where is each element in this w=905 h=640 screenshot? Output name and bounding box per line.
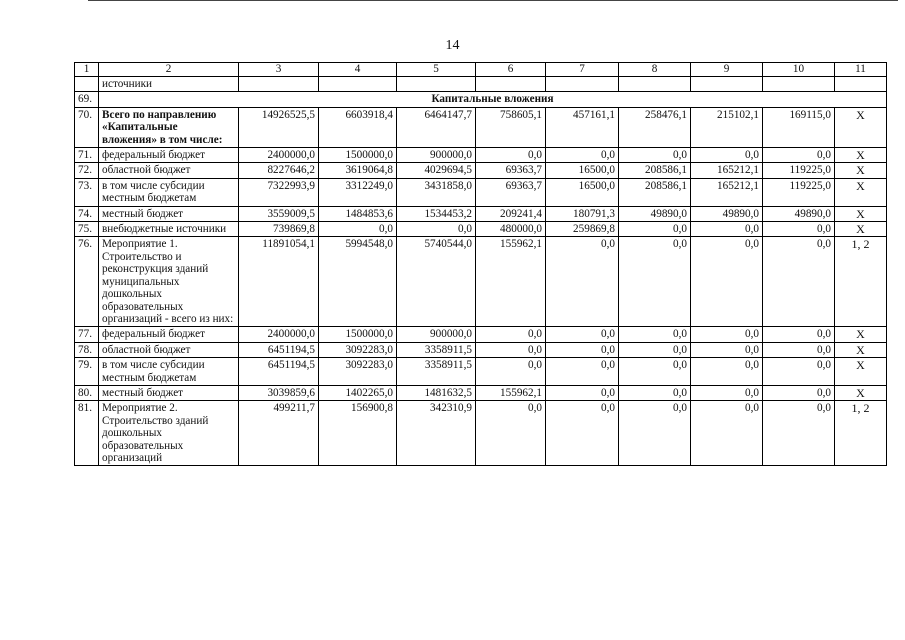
value-cell: 6464147,7 [397, 107, 476, 147]
table-row [75, 178, 887, 206]
ref-cell: X [835, 148, 887, 163]
ref-cell: X [835, 327, 887, 342]
ref-cell: X [835, 342, 887, 357]
value-cell: 0,0 [546, 358, 619, 386]
value-cell: 342310,9 [397, 401, 476, 466]
value-cell: 4029694,5 [397, 163, 476, 178]
ref-cell: 1, 2 [835, 237, 887, 327]
value-cell [619, 77, 691, 92]
row-number: 75. [75, 222, 99, 237]
value-cell: 0,0 [546, 401, 619, 466]
value-cell: 215102,1 [691, 107, 763, 147]
value-cell: 0,0 [763, 342, 835, 357]
row-name: источники [99, 77, 239, 92]
value-cell: 0,0 [763, 237, 835, 327]
value-cell: 155962,1 [476, 237, 546, 327]
value-cell: 165212,1 [691, 163, 763, 178]
header-cell: 1 [75, 63, 99, 77]
value-cell: 209241,4 [476, 206, 546, 221]
row-number [75, 77, 99, 92]
value-cell: 180791,3 [546, 206, 619, 221]
row-name: федеральный бюджет [99, 148, 239, 163]
row-number: 74. [75, 206, 99, 221]
row-number: 69. [75, 92, 99, 107]
value-cell: 16500,0 [546, 163, 619, 178]
row-name: местный бюджет [99, 206, 239, 221]
header-cell: 8 [619, 63, 691, 77]
value-cell: 258476,1 [619, 107, 691, 147]
value-cell: 900000,0 [397, 148, 476, 163]
value-cell: 1500000,0 [319, 148, 397, 163]
value-cell: 0,0 [691, 237, 763, 327]
header-cell: 11 [835, 63, 887, 77]
value-cell [835, 77, 887, 92]
value-cell: 6603918,4 [319, 107, 397, 147]
header-cell: 5 [397, 63, 476, 77]
row-number: 70. [75, 107, 99, 147]
value-cell: 0,0 [619, 385, 691, 400]
row-name: внебюджетные источники [99, 222, 239, 237]
value-cell: 3039859,6 [239, 385, 319, 400]
value-cell: 2400000,0 [239, 148, 319, 163]
value-cell: 0,0 [546, 385, 619, 400]
row-number: 79. [75, 358, 99, 386]
value-cell: 49890,0 [763, 206, 835, 221]
row-name: Мероприятие 1. Строительство и реконструкция зданий муниципальных дошкольных образовательных организаций - всего из них: [99, 237, 239, 327]
value-cell: 69363,7 [476, 163, 546, 178]
value-cell: 3092283,0 [319, 358, 397, 386]
ref-cell: X [835, 206, 887, 221]
value-cell: 0,0 [763, 385, 835, 400]
row-name: Всего по направлению «Капитальные вложения» в том числе: [99, 107, 239, 147]
ref-cell: X [835, 222, 887, 237]
value-cell: 0,0 [619, 358, 691, 386]
value-cell: 3559009,5 [239, 206, 319, 221]
row-name: в том числе субсидии местным бюджетам [99, 358, 239, 386]
table-row [75, 358, 887, 386]
value-cell: 0,0 [619, 148, 691, 163]
value-cell: 2400000,0 [239, 327, 319, 342]
ref-cell: X [835, 178, 887, 206]
row-number: 80. [75, 385, 99, 400]
value-cell: 156900,8 [319, 401, 397, 466]
row-name: в том числе субсидии местным бюджетам [99, 178, 239, 206]
value-cell: 0,0 [691, 358, 763, 386]
value-cell: 119225,0 [763, 178, 835, 206]
value-cell [546, 77, 619, 92]
value-cell [239, 77, 319, 92]
section-row [75, 92, 887, 107]
value-cell: 49890,0 [691, 206, 763, 221]
value-cell: 0,0 [619, 222, 691, 237]
value-cell: 0,0 [691, 342, 763, 357]
value-cell: 3092283,0 [319, 342, 397, 357]
value-cell: 1534453,2 [397, 206, 476, 221]
row-name: федеральный бюджет [99, 327, 239, 342]
value-cell: 0,0 [763, 148, 835, 163]
ref-cell: X [835, 385, 887, 400]
value-cell: 480000,0 [476, 222, 546, 237]
value-cell: 11891054,1 [239, 237, 319, 327]
value-cell: 3431858,0 [397, 178, 476, 206]
table-row [75, 148, 887, 163]
row-name: областной бюджет [99, 163, 239, 178]
value-cell: 6451194,5 [239, 358, 319, 386]
table-row [75, 163, 887, 178]
value-cell: 0,0 [763, 222, 835, 237]
value-cell: 5740544,0 [397, 237, 476, 327]
table-row [75, 107, 887, 147]
value-cell [319, 77, 397, 92]
value-cell: 0,0 [476, 342, 546, 357]
ref-cell: X [835, 107, 887, 147]
value-cell: 3619064,8 [319, 163, 397, 178]
header-cell: 10 [763, 63, 835, 77]
value-cell: 0,0 [546, 148, 619, 163]
value-cell: 739869,8 [239, 222, 319, 237]
section-title: Капитальные вложения [99, 92, 887, 107]
value-cell: 6451194,5 [239, 342, 319, 357]
value-cell: 0,0 [546, 342, 619, 357]
value-cell [691, 77, 763, 92]
row-number: 71. [75, 148, 99, 163]
value-cell: 0,0 [763, 358, 835, 386]
value-cell: 0,0 [763, 401, 835, 466]
value-cell: 3312249,0 [319, 178, 397, 206]
table-row [75, 385, 887, 400]
value-cell [763, 77, 835, 92]
row-name: местный бюджет [99, 385, 239, 400]
continuation-row [75, 77, 887, 92]
value-cell: 0,0 [546, 327, 619, 342]
value-cell: 165212,1 [691, 178, 763, 206]
value-cell: 259869,8 [546, 222, 619, 237]
value-cell: 0,0 [763, 327, 835, 342]
ref-cell: X [835, 358, 887, 386]
value-cell: 1484853,6 [319, 206, 397, 221]
value-cell: 0,0 [619, 342, 691, 357]
header-row [75, 63, 887, 77]
value-cell [476, 77, 546, 92]
header-cell: 9 [691, 63, 763, 77]
table-row [75, 206, 887, 221]
value-cell: 119225,0 [763, 163, 835, 178]
value-cell: 0,0 [619, 237, 691, 327]
value-cell: 208586,1 [619, 163, 691, 178]
header-cell: 4 [319, 63, 397, 77]
row-name: областной бюджет [99, 342, 239, 357]
value-cell: 69363,7 [476, 178, 546, 206]
value-cell: 900000,0 [397, 327, 476, 342]
value-cell: 0,0 [319, 222, 397, 237]
ref-cell: X [835, 163, 887, 178]
table-row [75, 327, 887, 342]
budget-table [74, 62, 887, 466]
row-number: 76. [75, 237, 99, 327]
value-cell [397, 77, 476, 92]
value-cell: 0,0 [546, 237, 619, 327]
value-cell: 8227646,2 [239, 163, 319, 178]
page-number: 14 [445, 38, 460, 53]
header-cell: 6 [476, 63, 546, 77]
header-cell: 3 [239, 63, 319, 77]
value-cell: 0,0 [397, 222, 476, 237]
header-cell: 7 [546, 63, 619, 77]
value-cell: 1481632,5 [397, 385, 476, 400]
value-cell: 16500,0 [546, 178, 619, 206]
value-cell: 0,0 [476, 148, 546, 163]
value-cell: 49890,0 [619, 206, 691, 221]
value-cell: 0,0 [476, 327, 546, 342]
value-cell: 155962,1 [476, 385, 546, 400]
ref-cell: 1, 2 [835, 401, 887, 466]
value-cell: 169115,0 [763, 107, 835, 147]
value-cell: 1402265,0 [319, 385, 397, 400]
value-cell: 208586,1 [619, 178, 691, 206]
value-cell: 0,0 [691, 222, 763, 237]
row-number: 81. [75, 401, 99, 466]
value-cell: 0,0 [476, 358, 546, 386]
row-number: 78. [75, 342, 99, 357]
value-cell: 0,0 [691, 385, 763, 400]
row-name: Мероприятие 2. Строительство зданий дошкольных образовательных организаций [99, 401, 239, 466]
value-cell: 3358911,5 [397, 342, 476, 357]
value-cell: 499211,7 [239, 401, 319, 466]
value-cell: 5994548,0 [319, 237, 397, 327]
value-cell: 0,0 [691, 327, 763, 342]
value-cell: 7322993,9 [239, 178, 319, 206]
value-cell: 758605,1 [476, 107, 546, 147]
value-cell: 1500000,0 [319, 327, 397, 342]
value-cell: 457161,1 [546, 107, 619, 147]
value-cell: 3358911,5 [397, 358, 476, 386]
value-cell: 0,0 [619, 401, 691, 466]
value-cell: 14926525,5 [239, 107, 319, 147]
table-row [75, 237, 887, 327]
top-rule [88, 0, 898, 1]
value-cell: 0,0 [476, 401, 546, 466]
table-row [75, 342, 887, 357]
row-number: 72. [75, 163, 99, 178]
table-row [75, 222, 887, 237]
value-cell: 0,0 [691, 401, 763, 466]
value-cell: 0,0 [619, 327, 691, 342]
row-number: 73. [75, 178, 99, 206]
row-number: 77. [75, 327, 99, 342]
table-row [75, 401, 887, 466]
value-cell: 0,0 [691, 148, 763, 163]
header-cell: 2 [99, 63, 239, 77]
